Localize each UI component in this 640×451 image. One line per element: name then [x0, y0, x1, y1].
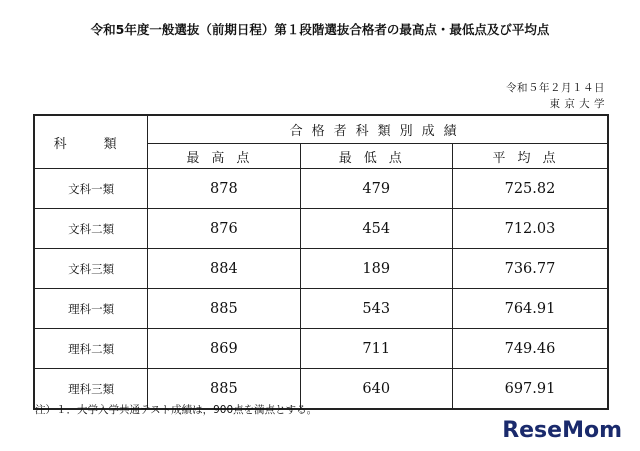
category-cell: 文科一類 — [34, 169, 148, 209]
min-cell: 543 — [300, 289, 452, 329]
avg-cell: 764.91 — [452, 289, 608, 329]
min-cell: 189 — [300, 249, 452, 289]
min-cell: 640 — [300, 369, 452, 410]
document-date: 令和５年２月１４日 — [506, 82, 605, 94]
max-cell: 885 — [148, 289, 300, 329]
table-row — [34, 249, 608, 289]
table-row — [34, 289, 608, 329]
page-title: 令和5年度一般選抜（前期日程）第１段階選抜合格者の最高点・最低点及び平均点 — [90, 22, 550, 37]
table-row — [34, 169, 608, 209]
column-header-min: 最低点 — [300, 144, 452, 169]
max-cell: 876 — [148, 209, 300, 249]
avg-cell: 712.03 — [452, 209, 608, 249]
max-cell: 885 — [148, 369, 300, 410]
max-cell: 878 — [148, 169, 300, 209]
min-cell: 479 — [300, 169, 452, 209]
footnote: 注）１．大学入学共通テスト成績は，900点を満点とする。 — [35, 404, 318, 416]
table-row — [34, 209, 608, 249]
category-cell: 理科一類 — [34, 289, 148, 329]
avg-cell: 749.46 — [452, 329, 608, 369]
min-cell: 454 — [300, 209, 452, 249]
category-header: 科 類 — [34, 115, 148, 169]
max-cell: 884 — [148, 249, 300, 289]
resemom-logo: ReseMom — [502, 418, 622, 443]
max-cell: 869 — [148, 329, 300, 369]
category-cell: 文科二類 — [34, 209, 148, 249]
category-cell: 理科二類 — [34, 329, 148, 369]
table-row — [34, 329, 608, 369]
group-header: 合格者科類別成績 — [148, 115, 608, 144]
min-cell: 711 — [300, 329, 452, 369]
organization-name: 東 京 大 学 — [549, 98, 605, 110]
category-cell: 理科三類 — [34, 369, 148, 410]
avg-cell: 725.82 — [452, 169, 608, 209]
column-header-max: 最高点 — [148, 144, 300, 169]
results-table — [33, 114, 609, 410]
column-header-avg: 平均点 — [452, 144, 608, 169]
avg-cell: 736.77 — [452, 249, 608, 289]
category-cell: 文科三類 — [34, 249, 148, 289]
avg-cell: 697.91 — [452, 369, 608, 410]
